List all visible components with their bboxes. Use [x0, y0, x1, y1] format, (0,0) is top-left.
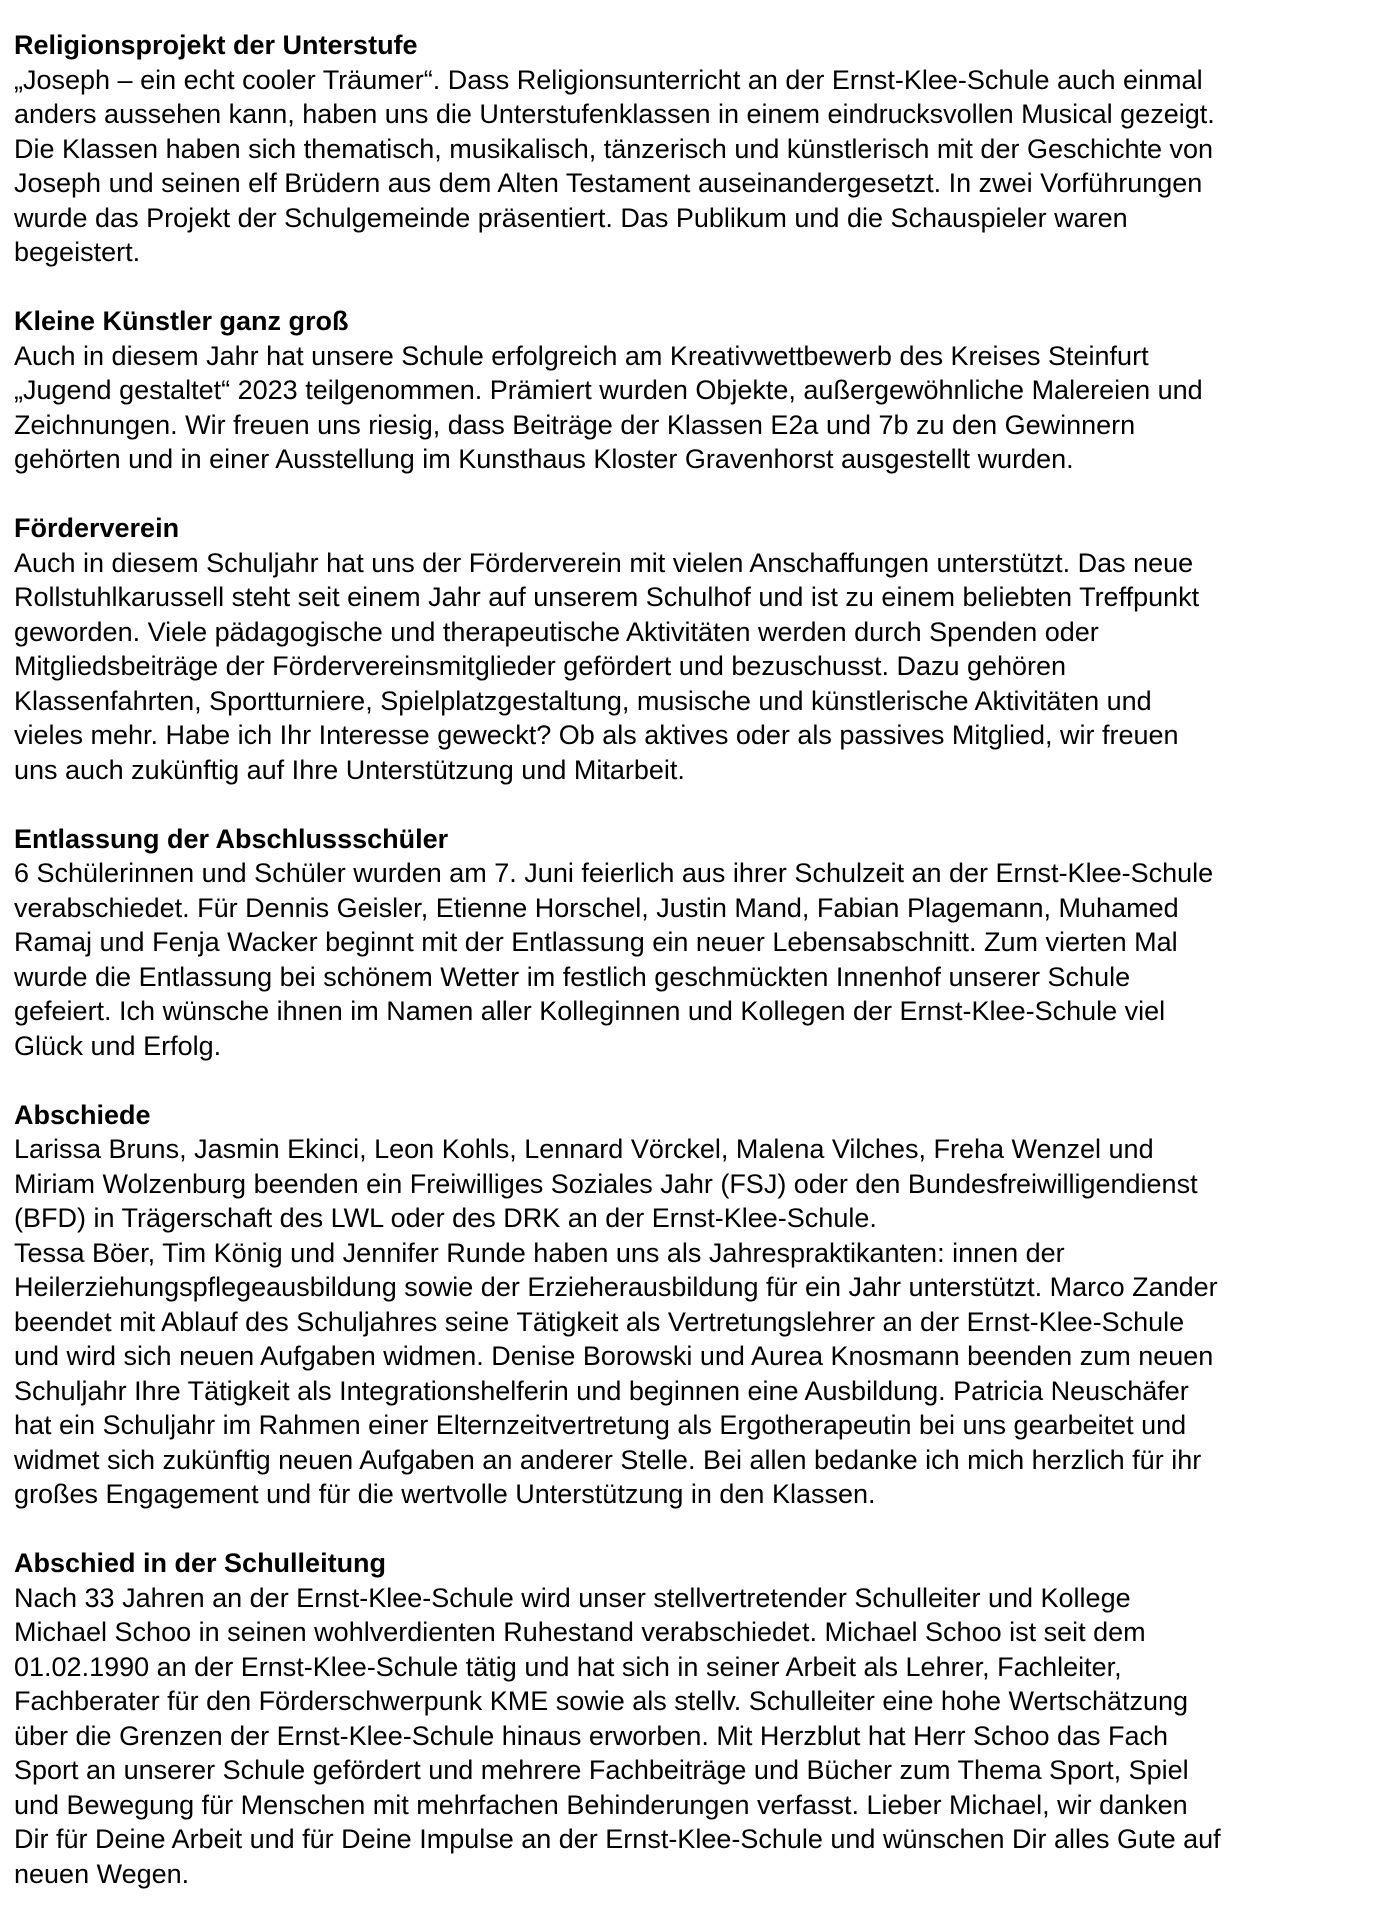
- paragraph-line: Larissa Bruns, Jasmin Ekinci, Leon Kohls, Lennard Vörckel, Malena Vilches, Freha Wenzel und: [14, 1134, 1154, 1164]
- section-kleine-kuenstler: [14, 304, 1374, 477]
- paragraph-line: Tessa Böer, Tim König und Jennifer Runde haben uns als Jahrespraktikanten: innen der: [14, 1237, 1065, 1268]
- paragraph-line: Auch in diesem Jahr hat unsere Schule erfolgreich am Kreativwettbewerb des Kreises Steinfurt: [14, 340, 1149, 371]
- paragraph-line: Michael Schoo in seinen wohlverdienten Ruhestand verabschiedet. Michael Schoo ist seit dem: [14, 1617, 1146, 1647]
- paragraph-line: (BFD) in Trägerschaft des LWL oder des DRK an der Ernst-Klee-Schule.: [14, 1203, 877, 1233]
- paragraph-line: uns auch zukünftig auf Ihre Unterstützung und Mitarbeit.: [14, 754, 685, 785]
- paragraph-line: über die Grenzen der Ernst-Klee-Schule hinaus erworben. Mit Herzblut hat Herr Schoo das Fach: [14, 1720, 1169, 1751]
- paragraph-line: Miriam Wolzenburg beenden ein Freiwilliges Soziales Jahr (FSJ) oder den Bundesfreiwilligendienst: [14, 1168, 1198, 1199]
- paragraph-line: Dir für Deine Arbeit und für Deine Impulse an der Ernst-Klee-Schule und wünschen Dir alles Gute auf: [14, 1824, 1221, 1854]
- paragraph-line: geworden. Viele pädagogische und therapeutische Aktivitäten werden durch Spenden oder: [14, 616, 1099, 647]
- paragraph-line: vieles mehr. Habe ich Ihr Interesse geweckt? Ob als aktives oder als passives Mitglied, wir freuen: [14, 720, 1179, 750]
- paragraph-line: Fachberater für den Förderschwerpunk KME sowie als stellv. Schulleiter eine hohe Wertschätzung: [14, 1686, 1189, 1716]
- paragraph-line: gefeiert. Ich wünsche ihnen im Namen aller Kolleginnen und Kollegen der Ernst-Klee-Schule viel: [14, 996, 1166, 1026]
- paragraph-line: hat ein Schuljahr im Rahmen einer Elternzeitvertretung als Ergotherapeutin bei uns gearbeitet und: [14, 1410, 1187, 1440]
- paragraph-line: wurde die Entlassung bei schönem Wetter im festlich geschmückten Innenhof unserer Schule: [14, 961, 1131, 992]
- paragraph-line: Die Klassen haben sich thematisch, musikalisch, tänzerisch und künstlerisch mit der Geschichte von: [14, 133, 1214, 164]
- paragraph-line: Ramaj und Fenja Wacker beginnt mit der Entlassung ein neuer Lebensabschnitt. Zum vierten Mal: [14, 927, 1178, 957]
- section-entlassung: [14, 822, 1374, 1064]
- section-heading: Förderverein: [14, 513, 180, 543]
- paragraph-line: Glück und Erfolg.: [14, 1030, 222, 1061]
- section-heading: Religionsprojekt der Unterstufe: [14, 30, 418, 60]
- paragraph-line: gehörten und in einer Ausstellung im Kunsthaus Kloster Gravenhorst ausgestellt wurden.: [14, 444, 1074, 474]
- section-heading: Kleine Künstler ganz groß: [14, 306, 349, 336]
- section-heading: Abschied in der Schulleitung: [14, 1548, 387, 1578]
- section-heading: Entlassung der Abschlussschüler: [14, 823, 449, 854]
- section-abschied-schulleitung: [14, 1546, 1374, 1891]
- section-religionsprojekt: [14, 28, 1374, 270]
- paragraph-line: wurde das Projekt der Schulgemeinde präsentiert. Das Publikum und die Schauspieler waren: [14, 202, 1128, 233]
- paragraph-line: großes Engagement und für die wertvolle Unterstützung in den Klassen.: [14, 1479, 876, 1509]
- paragraph-line: 6 Schülerinnen und Schüler wurden am 7. Juni feierlich aus ihrer Schulzeit an der Ernst-Klee-Schule: [14, 858, 1214, 888]
- paragraph-line: beendet mit Ablauf des Schuljahres seine Tätigkeit als Vertretungslehrer an der Ernst-Klee-Schule: [14, 1306, 1185, 1337]
- paragraph-line: neuen Wegen.: [14, 1858, 190, 1889]
- paragraph-line: Klassenfahrten, Sportturniere, Spielplatzgestaltung, musische und künstlerische Aktivitäten und: [14, 685, 1152, 716]
- paragraph-line: Auch in diesem Schuljahr hat uns der Förderverein mit vielen Anschaffungen unterstützt. Das neue: [14, 547, 1194, 578]
- paragraph-line: 01.02.1990 an der Ernst-Klee-Schule tätig und hat sich in seiner Arbeit als Lehrer, Fachleiter,: [14, 1651, 1122, 1682]
- paragraph-line: verabschiedet. Für Dennis Geisler, Etienne Horschel, Justin Mand, Fabian Plagemann, Muhamed: [14, 892, 1179, 923]
- paragraph-line: Nach 33 Jahren an der Ernst-Klee-Schule wird unser stellvertretender Schulleiter und Kollege: [14, 1582, 1131, 1613]
- paragraph-line: „Jugend gestaltet“ 2023 teilgenommen. Prämiert wurden Objekte, außergewöhnliche Malereien und: [14, 375, 1203, 405]
- section-abschiede: [14, 1098, 1374, 1512]
- paragraph-line: und wird sich neuen Aufgaben widmen. Denise Borowski und Aurea Knosmann beenden zum neuen: [14, 1341, 1214, 1371]
- paragraph-line: Sport an unserer Schule gefördert und mehrere Fachbeiträge und Bücher zum Thema Sport, Spiel: [14, 1755, 1189, 1785]
- paragraph-line: anders aussehen kann, haben uns die Unterstufenklassen in einem eindrucksvollen Musical gezeigt.: [14, 99, 1215, 129]
- paragraph-line: Schuljahr Ihre Tätigkeit als Integrationshelferin und beginnen eine Ausbildung. Patricia Neuschäfer: [14, 1375, 1189, 1406]
- paragraph-line: begeistert.: [14, 237, 141, 267]
- paragraph-line: Zeichnungen. Wir freuen uns riesig, dass Beiträge der Klassen E2a und 7b zu den Gewinnern: [14, 409, 1136, 440]
- document-page: [14, 28, 1374, 1891]
- section-heading: Abschiede: [14, 1099, 151, 1130]
- paragraph-line: „Joseph – ein echt cooler Träumer“. Dass Religionsunterricht an der Ernst-Klee-Schule auch einmal: [14, 64, 1203, 95]
- paragraph-line: Mitgliedsbeiträge der Fördervereinsmitglieder gefördert und bezuschusst. Dazu gehören: [14, 651, 1067, 681]
- paragraph-line: Joseph und seinen elf Brüdern aus dem Alten Testament auseinandergesetzt. In zwei Vorführungen: [14, 168, 1203, 198]
- section-foerderverein: [14, 511, 1374, 787]
- paragraph-line: widmet sich zukünftig neuen Aufgaben an anderer Stelle. Bei allen bedanke ich mich herzlich für ihr: [14, 1444, 1202, 1475]
- paragraph-line: Rollstuhlkarussell steht seit einem Jahr auf unserem Schulhof und ist zu einem beliebten Treffpunkt: [14, 582, 1200, 612]
- paragraph-line: Heilerziehungspflegeausbildung sowie der Erzieherausbildung für ein Jahr unterstützt. Marco Zander: [14, 1272, 1218, 1302]
- paragraph-line: und Bewegung für Menschen mit mehrfachen Behinderungen verfasst. Lieber Michael, wir danken: [14, 1789, 1188, 1820]
